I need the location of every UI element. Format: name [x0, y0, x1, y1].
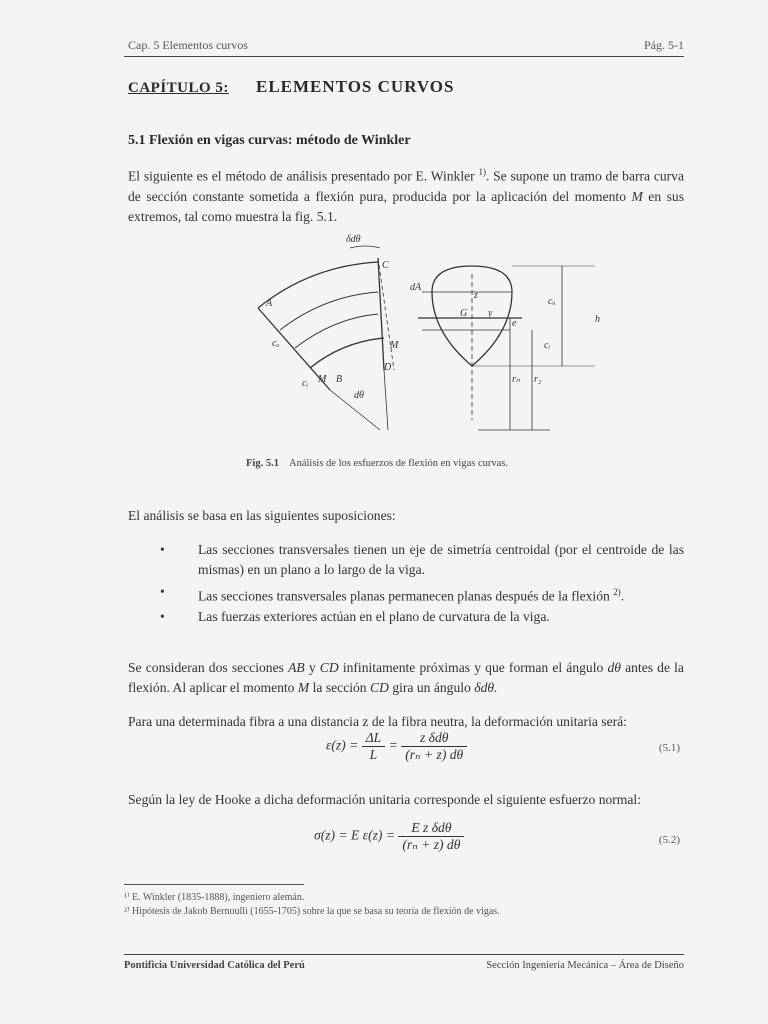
- section-title: 5.1 Flexión en vigas curvas: método de Winkler: [128, 133, 411, 148]
- fig-label-ddtheta-top: δdθ: [346, 234, 361, 245]
- angle-ddtheta: δdθ.: [474, 680, 498, 695]
- para2-text: Se consideran dos secciones: [128, 660, 284, 675]
- equation-5-1: [326, 730, 467, 763]
- para2-text: antes de la flexión. Al aplicar el momento: [128, 660, 684, 695]
- intro-text-2: . Se supone un tramo de barra curva de sección constante sometida a flexión pura, producida por la aplicación del momento: [128, 168, 685, 204]
- assumption-item: [160, 540, 684, 580]
- header-page-number: Pág. 5-1: [644, 38, 684, 52]
- section-CD: [378, 258, 384, 370]
- eq2-fraction: [398, 820, 464, 853]
- footnote-1: ¹⁾ E. Winkler (1835-1888), ingeniero alemán.: [124, 892, 305, 903]
- chapter-heading: [128, 77, 455, 97]
- fig-label-D: D: [384, 362, 392, 373]
- beam-inner-edge: [310, 338, 384, 368]
- chapter-label: CAPÍTULO 5:: [128, 80, 229, 96]
- beam-fiber-1: [280, 292, 378, 330]
- eq1-num1: ΔL: [362, 730, 386, 747]
- section-CD-label: CD: [370, 680, 389, 695]
- para2-text: gira un ángulo: [392, 680, 471, 695]
- footnote-2: ²⁾ Hipótesis de Jakob Bernoulli (1655-1705) sobre la que se basa su teoría de flexión de vigas.: [124, 906, 500, 917]
- intro-text-1: El siguiente es el método de análisis presentado por E. Winkler: [128, 168, 475, 184]
- bullet-icon: •: [160, 542, 165, 557]
- fig-label-M1: M: [390, 340, 399, 351]
- fig-label-z: z: [474, 290, 478, 301]
- footnote-rule: [124, 884, 304, 885]
- section-CD-label: CD: [319, 660, 339, 675]
- fig-label-h: h: [595, 314, 600, 325]
- eq1-den1: L: [369, 747, 378, 762]
- bullet-icon: •: [160, 609, 165, 624]
- footnote-ref-2: 2): [613, 587, 621, 597]
- fiber-paragraph: Para una determinada fibra a una distancia z de la fibra neutra, la deformación unitaria será:: [128, 714, 627, 729]
- fig-label-A: A: [266, 298, 273, 309]
- fig-label-B: B: [336, 374, 343, 385]
- header-chapter: Cap. 5 Elementos curvos: [128, 38, 248, 52]
- para2-text: y: [308, 660, 316, 675]
- section-AB-label: AB: [288, 660, 305, 675]
- para2-text: infinitamente próximas y que forman el ángulo: [342, 660, 604, 675]
- eq2-lhs: σ(z) = E ε(z) =: [314, 827, 395, 843]
- intro-text-3: en sus extremos, tal como muestra la fig. 5.1.: [128, 188, 684, 224]
- fig-label-ci-right: cᵢ: [544, 340, 551, 351]
- chapter-title: ELEMENTOS CURVOS: [256, 77, 455, 96]
- eq1-fraction-2: [401, 730, 467, 763]
- eq1-num2: z δdθ: [401, 730, 467, 747]
- angle-dtheta: dθ: [607, 660, 621, 675]
- figure-caption-text: Análisis de los esfuerzos de flexión en vigas curvas.: [289, 458, 508, 469]
- footnote-ref-1: 1): [478, 167, 486, 177]
- bullet-icon: •: [160, 584, 165, 599]
- fig-label-G: G: [460, 308, 468, 319]
- fig-label-e: e: [512, 318, 517, 329]
- footer-university: Pontificia Universidad Católica del Perú: [124, 960, 305, 971]
- equation-5-2: [314, 820, 464, 853]
- moment-variable: M: [297, 680, 310, 695]
- fig-label-co: cₒ: [272, 338, 280, 349]
- equation-number-5-1: (5.1): [658, 742, 680, 754]
- equation-number-5-2: (5.2): [658, 834, 680, 846]
- assumption-item: [160, 607, 684, 627]
- figure-caption: [246, 458, 508, 469]
- fig-label-y: y: [488, 308, 493, 319]
- hooke-paragraph: Según la ley de Hooke a dicha deformación unitaria corresponde el siguiente esfuerzo normal:: [128, 792, 641, 807]
- assumption-item: • Las secciones transversales planas permanecen planas después de la flexión $^{2)}$.: [160, 584, 625, 604]
- fig-label-C: C: [382, 260, 389, 271]
- footer-department: Sección Ingeniería Mecánica – Área de Diseño: [486, 960, 684, 971]
- assumption-text: Las secciones transversales planas permanecen planas después de la flexión: [198, 588, 610, 604]
- running-header: [124, 36, 684, 57]
- moment-variable: M: [631, 188, 643, 204]
- assumption-text: Las fuerzas exteriores actúan en el plano de curvatura de la viga.: [198, 609, 550, 624]
- assumptions-intro: El análisis se basa en las siguientes suposiciones:: [128, 508, 396, 523]
- fig-label-dA: dA: [410, 282, 422, 293]
- eq1-equals: =: [388, 737, 398, 753]
- figure-caption-label: Fig. 5.1: [246, 458, 279, 469]
- curved-beam-figure: [250, 230, 600, 440]
- beam-fiber-2: [295, 314, 378, 348]
- beam-outer-edge: [258, 262, 378, 308]
- eq2-num: E z δdθ: [398, 820, 464, 837]
- fig-label-dtheta: dθ: [354, 390, 364, 401]
- eq2-den: (rₙ + z) dθ: [402, 837, 461, 852]
- assumption-text: Las secciones transversales tienen un eje de simetría centroidal (por el centroide de las mismas) en un plano a lo largo de la viga.: [198, 542, 684, 577]
- running-footer: [124, 954, 684, 971]
- fig-label-M2: M: [318, 374, 327, 385]
- para2-text: la sección: [312, 680, 367, 695]
- eq1-den2: (rₙ + z) dθ: [405, 747, 464, 762]
- intro-paragraph: [128, 162, 684, 227]
- fig-label-ci: cᵢ: [302, 378, 309, 389]
- eq1-lhs: ε(z) =: [326, 737, 359, 753]
- sections-paragraph: [128, 658, 684, 698]
- fig-label-co-right: cₒ: [548, 296, 556, 307]
- fig-label-rn: rₙ: [512, 374, 520, 385]
- fig-label-r2: r₂: [534, 374, 542, 385]
- eq1-fraction-1: [362, 730, 386, 763]
